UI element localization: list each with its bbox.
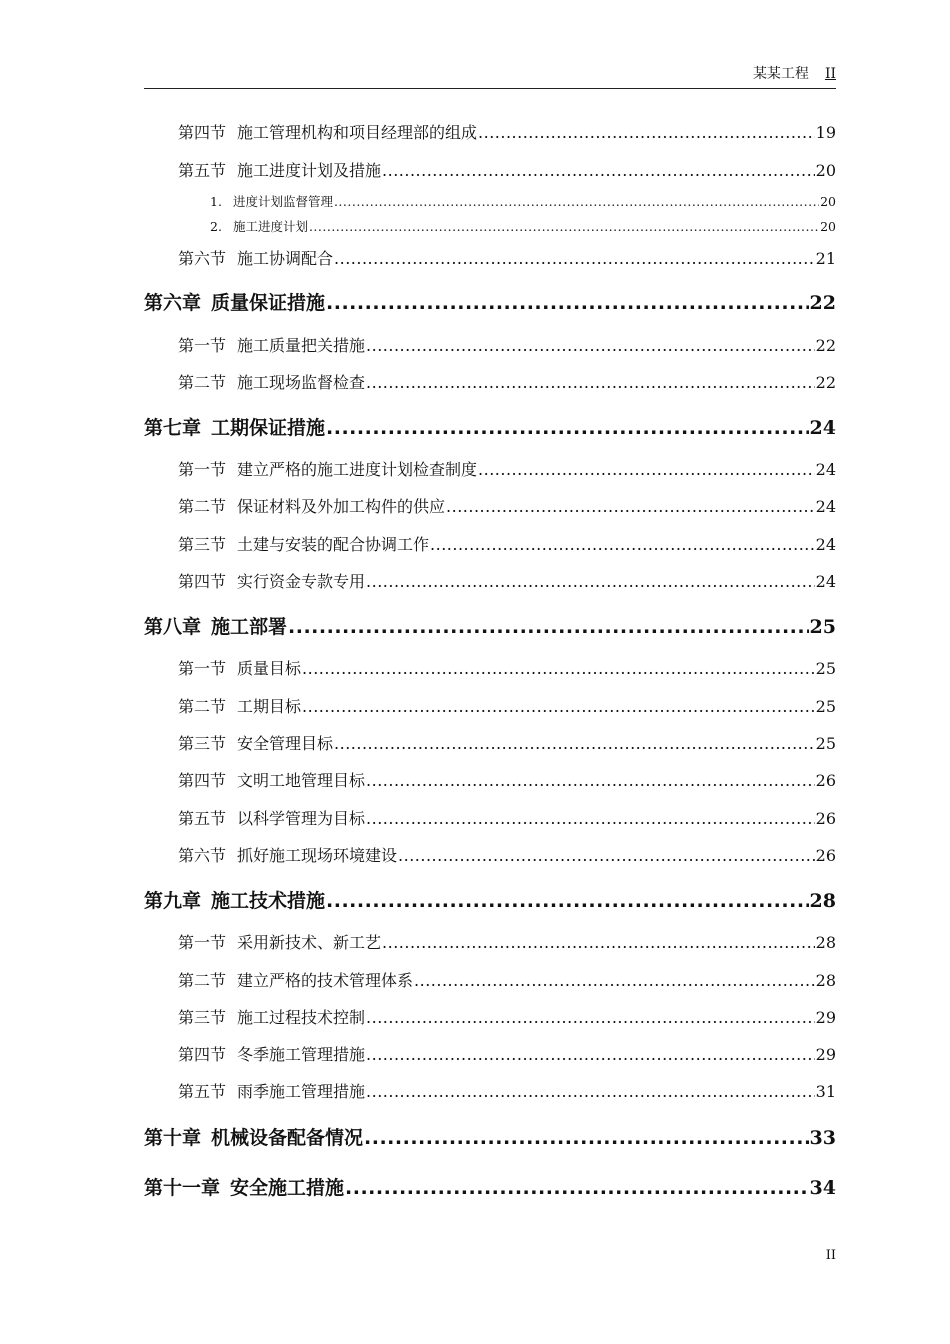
toc-entry-number: 第四节 [178, 1045, 227, 1064]
toc-entry-page: 26 [815, 846, 836, 865]
toc-entry-label [178, 370, 365, 393]
toc-entry-page: 24 [809, 417, 836, 439]
toc-entry-number: 第四节 [178, 572, 227, 591]
toc-entry-label [144, 288, 325, 315]
toc-entry-label [178, 158, 381, 181]
toc-entry-title: 实行资金专款专用 [237, 572, 366, 591]
toc-entry-label [178, 457, 477, 480]
toc-entry-title: 质量目标 [237, 659, 302, 678]
toc-entry-number: 第二节 [178, 697, 227, 716]
toc-entry-section[interactable] [178, 569, 836, 592]
toc-dot-leader [366, 572, 815, 591]
toc-entry-page: 24 [815, 497, 836, 516]
toc-dot-leader [382, 161, 815, 180]
toc-entry-section[interactable] [178, 494, 836, 517]
toc-entry-title: 施工技术措施 [211, 890, 326, 912]
toc-entry-section[interactable] [178, 731, 836, 754]
toc-dot-leader [364, 1127, 809, 1149]
toc-entry-page: 22 [809, 292, 836, 314]
toc-dot-leader [288, 616, 809, 638]
toc-dot-leader [366, 1082, 815, 1101]
toc-dot-leader [334, 734, 815, 753]
toc-entry-title: 机械设备配备情况 [211, 1127, 364, 1149]
toc-entry-label [178, 1079, 365, 1102]
toc-entry-title: 安全施工措施 [230, 1177, 345, 1199]
toc-entry-label [178, 768, 365, 791]
toc-entry-title: 质量保证措施 [211, 292, 326, 314]
toc-entry-chapter[interactable] [144, 288, 836, 315]
toc-entry-title: 文明工地管理目标 [237, 771, 366, 790]
toc-dot-leader [478, 123, 815, 142]
toc-entry-label [178, 120, 477, 143]
toc-dot-leader [326, 890, 809, 912]
toc-dot-leader [302, 697, 815, 716]
toc-dot-leader [302, 659, 815, 678]
toc-entry-number: 第二节 [178, 497, 227, 516]
toc-dot-leader [366, 373, 815, 392]
toc-dot-leader [345, 1177, 809, 1199]
toc-entry-label [178, 494, 445, 517]
toc-entry-label [144, 1123, 363, 1150]
toc-entry-page: 20 [820, 194, 836, 209]
toc-entry-page: 21 [815, 249, 836, 268]
toc-entry-title: 施工管理机构和项目经理部的组成 [237, 123, 478, 142]
toc-dot-leader [326, 292, 809, 314]
toc-entry-label [144, 612, 287, 639]
toc-entry-item[interactable] [210, 192, 836, 210]
toc-entry-page: 34 [809, 1177, 836, 1199]
toc-dot-leader [414, 971, 815, 990]
toc-entry-page: 29 [815, 1045, 836, 1064]
toc-entry-page: 28 [815, 933, 836, 952]
toc-dot-leader [366, 1045, 815, 1064]
toc-entry-section[interactable] [178, 656, 836, 679]
toc-entry-title: 施工过程技术控制 [237, 1008, 366, 1027]
toc-entry-section[interactable] [178, 120, 836, 143]
toc-entry-page: 24 [815, 572, 836, 591]
toc-entry-label [178, 930, 381, 953]
toc-entry-page: 28 [815, 971, 836, 990]
toc-entry-section[interactable] [178, 1079, 836, 1102]
toc-entry-number: 第一节 [178, 460, 227, 479]
toc-entry-title: 施工部署 [211, 616, 288, 638]
toc-entry-page: 26 [815, 771, 836, 790]
toc-entry-label [178, 1042, 365, 1065]
toc-entry-section[interactable] [178, 158, 836, 181]
toc-entry-section[interactable] [178, 333, 836, 356]
toc-entry-label [144, 413, 325, 440]
toc-dot-leader [446, 497, 815, 516]
toc-entry-page: 25 [815, 697, 836, 716]
toc-entry-chapter[interactable] [144, 1173, 836, 1200]
toc-entry-title: 工期目标 [237, 697, 302, 716]
toc-entry-chapter[interactable] [144, 413, 836, 440]
toc-entry-label [178, 246, 333, 269]
toc-dot-leader [366, 336, 815, 355]
toc-entry-page: 26 [815, 809, 836, 828]
toc-entry-section[interactable] [178, 806, 836, 829]
toc-entry-number: 第一节 [178, 336, 227, 355]
toc-entry-section[interactable] [178, 968, 836, 991]
toc-entry-section[interactable] [178, 694, 836, 717]
toc-entry-label [210, 217, 308, 235]
toc-dot-leader [334, 249, 815, 268]
toc-entry-page: 29 [815, 1008, 836, 1027]
toc-entry-title: 土建与安装的配合协调工作 [237, 535, 430, 554]
toc-dot-leader [334, 194, 819, 209]
toc-entry-page: 20 [820, 219, 836, 234]
toc-dot-leader [309, 219, 819, 234]
toc-entry-section[interactable] [178, 843, 836, 866]
toc-entry-number: 2. [210, 219, 222, 234]
toc-entry-section[interactable] [178, 1042, 836, 1065]
toc-entry-label [178, 968, 413, 991]
toc-entry-number: 第二节 [178, 971, 227, 990]
toc-entry-label [178, 656, 301, 679]
toc-entry-label [178, 1005, 365, 1028]
toc-entry-page: 31 [815, 1082, 836, 1101]
toc-entry-page: 24 [815, 460, 836, 479]
toc-entry-number: 第六节 [178, 846, 227, 865]
toc-entry-section[interactable] [178, 532, 836, 555]
toc-entry-page: 25 [815, 734, 836, 753]
toc-entry-section[interactable] [178, 930, 836, 953]
toc-entry-label [144, 886, 325, 913]
toc-entry-chapter[interactable] [144, 886, 836, 913]
toc-dot-leader [366, 809, 815, 828]
toc-entry-label [210, 192, 333, 210]
toc-entry-page: 24 [815, 535, 836, 554]
toc-entry-page: 33 [809, 1127, 836, 1149]
toc-dot-leader [382, 933, 815, 952]
toc-entry-section[interactable] [178, 246, 836, 269]
toc-entry-section[interactable] [178, 768, 836, 791]
toc-entry-number: 第七章 [144, 417, 202, 439]
toc-entry-chapter[interactable] [144, 612, 836, 639]
toc-entry-page: 20 [815, 161, 836, 180]
toc-entry-title: 工期保证措施 [211, 417, 326, 439]
toc-entry-title: 建立严格的技术管理体系 [237, 971, 414, 990]
toc-entry-page: 19 [815, 123, 836, 142]
toc-entry-number: 第四节 [178, 123, 227, 142]
toc-entry-title: 冬季施工管理措施 [237, 1045, 366, 1064]
header-page-number: II [824, 66, 836, 82]
toc-entry-label [144, 1173, 344, 1200]
toc-dot-leader [366, 771, 815, 790]
toc-entry-number: 第五节 [178, 809, 227, 828]
toc-entry-title: 施工协调配合 [237, 249, 334, 268]
toc-entry-title: 施工质量把关措施 [237, 336, 366, 355]
toc-entry-number: 第五节 [178, 161, 227, 180]
toc-entry-page: 22 [815, 373, 836, 392]
toc-entry-number: 第二节 [178, 373, 227, 392]
toc-entry-label [178, 333, 365, 356]
header-title: 某某工程 [752, 66, 809, 82]
toc-dot-leader [430, 535, 815, 554]
header-text [753, 63, 836, 83]
toc-entry-title: 施工进度计划 [232, 219, 308, 234]
page-header [144, 62, 836, 89]
toc-dot-leader [478, 460, 815, 479]
toc-entry-number: 第六节 [178, 249, 227, 268]
toc-entry-title: 以科学管理为目标 [237, 809, 366, 828]
toc-entry-number: 第九章 [144, 890, 202, 912]
toc-entry-number: 第三节 [178, 535, 227, 554]
toc-entry-number: 第一节 [178, 933, 227, 952]
toc-entry-page: 25 [809, 616, 836, 638]
page-footer-number: II [825, 1248, 836, 1263]
toc-dot-leader [366, 1008, 815, 1027]
toc-entry-label [178, 843, 397, 866]
toc-entry-section[interactable] [178, 1005, 836, 1028]
toc-entry-title: 安全管理目标 [237, 734, 334, 753]
toc-entry-label [178, 569, 365, 592]
toc-entry-title: 进度计划监督管理 [232, 194, 333, 209]
toc-entry-number: 第三节 [178, 1008, 227, 1027]
toc-entry-page: 25 [815, 659, 836, 678]
toc-entry-number: 第五节 [178, 1082, 227, 1101]
toc-entry-title: 雨季施工管理措施 [237, 1082, 366, 1101]
toc-entry-number: 第六章 [144, 292, 202, 314]
toc-entry-title: 采用新技术、新工艺 [237, 933, 382, 952]
toc-entry-page: 22 [815, 336, 836, 355]
toc-entry-number: 第一节 [178, 659, 227, 678]
toc-entry-number: 1. [210, 194, 222, 209]
toc-entry-title: 施工进度计划及措施 [237, 161, 382, 180]
toc-entry-title: 保证材料及外加工构件的供应 [237, 497, 446, 516]
toc-entry-title: 建立严格的施工进度计划检查制度 [237, 460, 478, 479]
toc-entry-label [178, 694, 301, 717]
toc-dot-leader [326, 417, 809, 439]
toc-entry-number: 第三节 [178, 734, 227, 753]
toc-entry-chapter[interactable] [144, 1123, 836, 1150]
toc-entry-number: 第十一章 [144, 1177, 221, 1199]
toc-entry-title: 施工现场监督检查 [237, 373, 366, 392]
toc-entry-number: 第四节 [178, 771, 227, 790]
toc-entry-label [178, 532, 429, 555]
toc-entry-label [178, 731, 333, 754]
toc-entry-section[interactable] [178, 457, 836, 480]
toc-entry-page: 28 [809, 890, 836, 912]
toc-dot-leader [398, 846, 815, 865]
toc-entry-number: 第八章 [144, 616, 202, 638]
toc-entry-number: 第十章 [144, 1127, 202, 1149]
toc-entry-item[interactable] [210, 217, 836, 235]
toc-entry-section[interactable] [178, 370, 836, 393]
toc-entry-label [178, 806, 365, 829]
toc-entry-title: 抓好施工现场环境建设 [237, 846, 398, 865]
